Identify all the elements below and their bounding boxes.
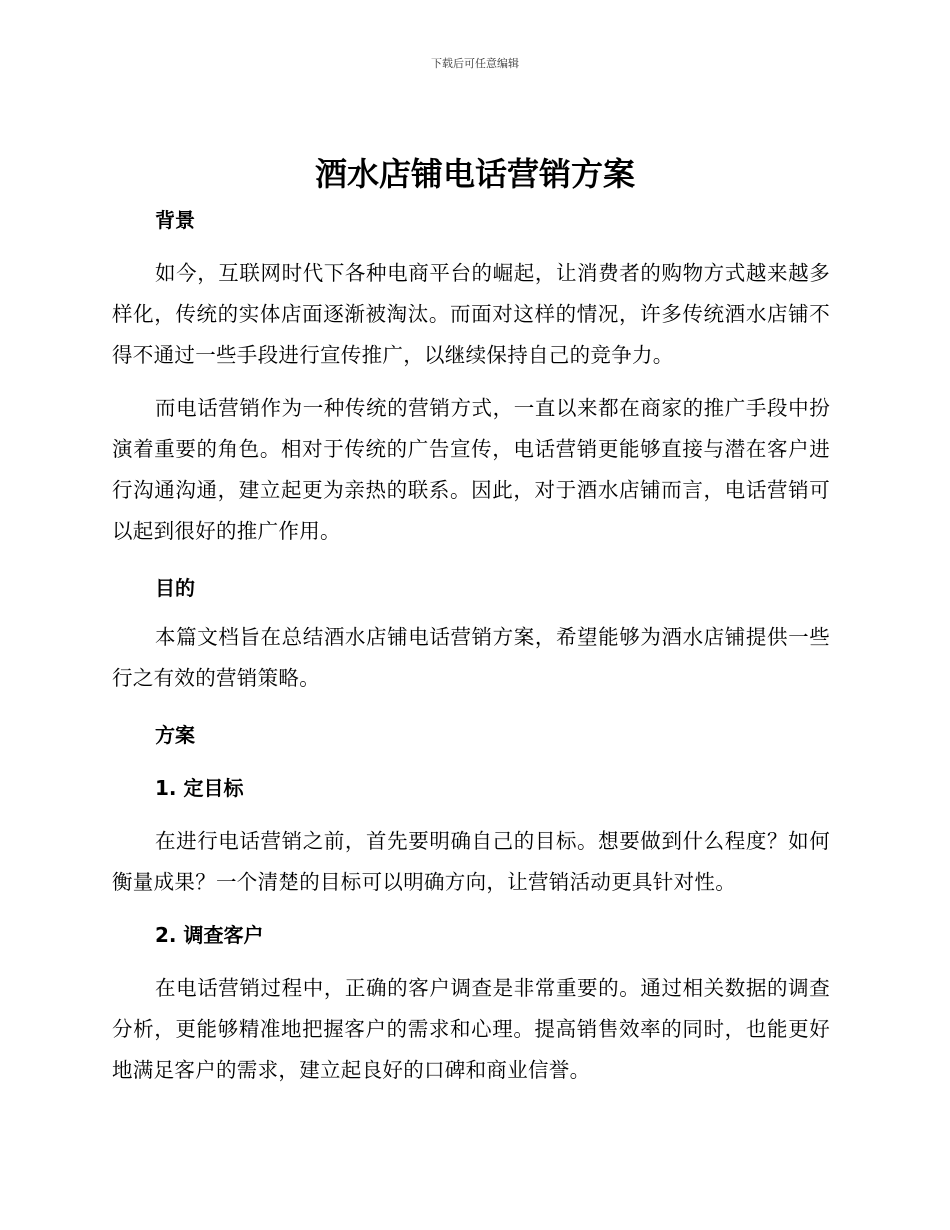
header-note: 下载后可任意编辑 [431, 57, 519, 70]
plan-heading: 方案 [155, 723, 195, 747]
step-1-paragraph: 在进行电话营销之前，首先要明确自己的目标。想要做到什么程度？如何衡量成果？一个清楚的目标可以明确方向，让营销活动更具针对性。 [112, 829, 830, 894]
background-paragraph-1: 如今，互联网时代下各种电商平台的崛起，让消费者的购物方式越来越多样化，传统的实体店面逐渐被淘汰。而面对这样的情况，许多传统酒水店铺不得不通过一些手段进行宣传推广，以继续保持自己的竞争力。 [112, 261, 830, 367]
step-1-heading: 1. 定目标 [155, 776, 244, 800]
purpose-heading: 目的 [155, 576, 195, 600]
step-2-paragraph: 在电话营销过程中，正确的客户调查是非常重要的。通过相关数据的调查分析，更能够精准地把握客户的需求和心理。提高销售效率的同时，也能更好地满足客户的需求，建立起良好的口碑和商业信誉。 [112, 976, 830, 1082]
background-paragraph-2: 而电话营销作为一种传统的营销方式，一直以来都在商家的推广手段中扮演着重要的角色。相对于传统的广告宣传，电话营销更能够直接与潜在客户进行沟通沟通，建立起更为亲热的联系。因此，对于酒水店铺而言，电话营销可以起到很好的推广作用。 [112, 396, 830, 543]
purpose-paragraph: 本篇文档旨在总结酒水店铺电话营销方案，希望能够为酒水店铺提供一些行之有效的营销策略。 [112, 625, 830, 690]
background-heading: 背景 [155, 208, 195, 232]
document-body [112, 200, 830, 1091]
step-2-heading: 2. 调查客户 [155, 923, 264, 947]
document-title: 酒水店铺电话营销方案 [314, 155, 635, 193]
